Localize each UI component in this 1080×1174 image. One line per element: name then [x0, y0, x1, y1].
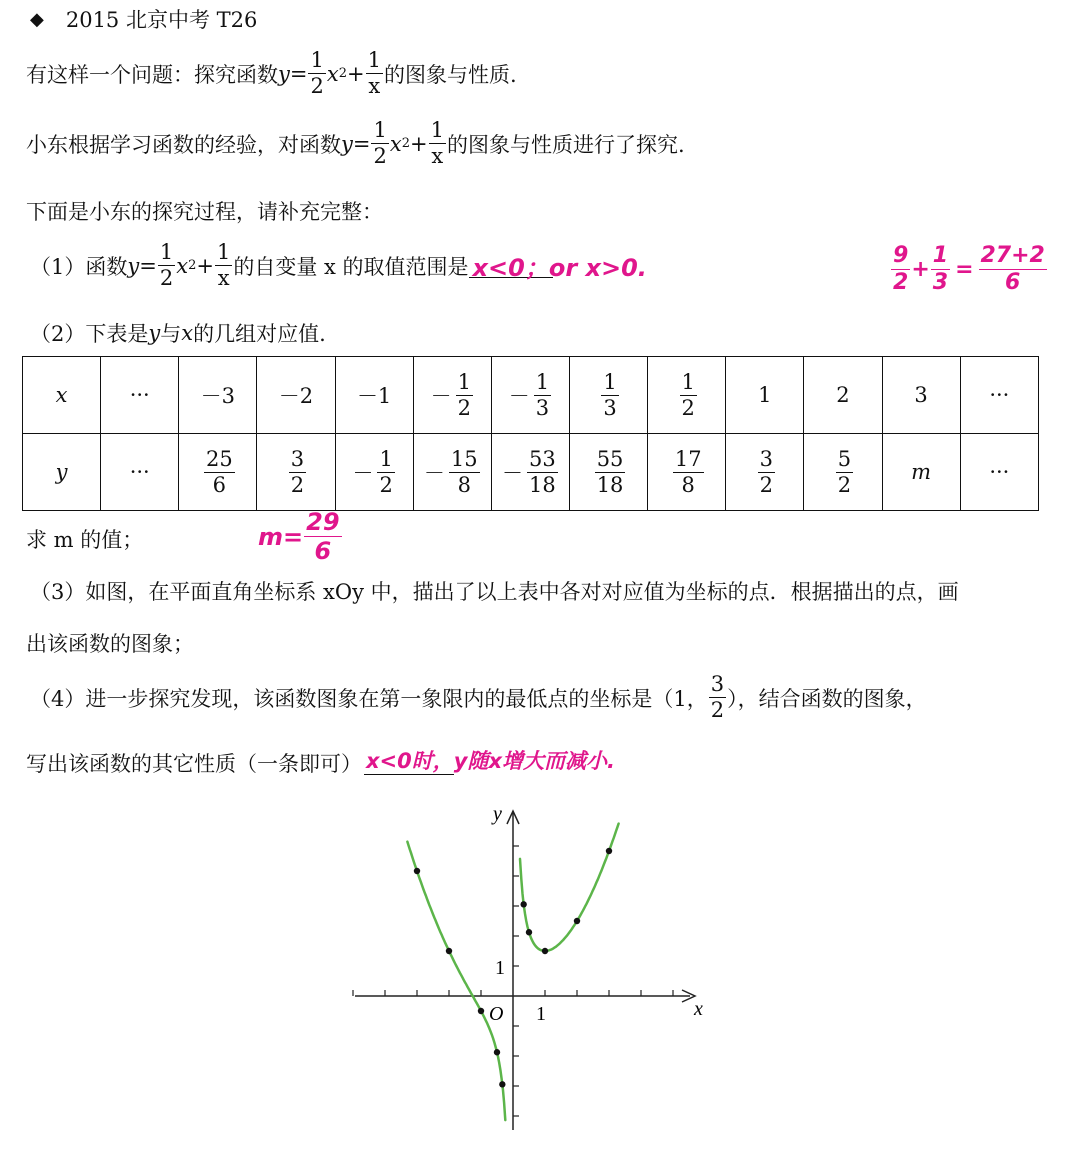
- curve-left-branch: [407, 842, 505, 1120]
- cell-sign: －: [423, 461, 445, 485]
- problem-title: 2015 北京中考 T26: [65, 8, 258, 32]
- table-cell: m: [882, 434, 960, 511]
- question-1: [30, 240, 647, 290]
- table-cell: [257, 434, 335, 511]
- note-frac-c: $\frac{27+2}{6}$: [980, 243, 1045, 295]
- table-cell: [491, 357, 569, 434]
- intro-line-2: [26, 120, 685, 167]
- table-ellipsis: ···: [101, 434, 179, 511]
- note-frac-b: $\frac{1}{3}$: [932, 243, 949, 295]
- table-cell: [179, 434, 257, 511]
- cell-fraction: $\frac{1}{2}$: [681, 369, 695, 420]
- cell-fraction: $\frac{25}{6}$: [205, 446, 233, 497]
- table-ellipsis: ···: [101, 357, 179, 434]
- intro-text-2: 小东根据学习函数的经验，对函数: [26, 132, 341, 157]
- data-point: [414, 868, 420, 874]
- table-cell: 3: [882, 357, 960, 434]
- q1-handwritten-answer: x<0；or x>0.: [472, 253, 647, 282]
- table-cell: [648, 357, 726, 434]
- table-header-x: x: [23, 357, 101, 434]
- cell-fraction: $\frac{17}{8}$: [674, 446, 702, 497]
- question-3-line-2: 出该函数的图象；: [26, 632, 194, 656]
- data-point: [520, 901, 526, 907]
- intro-line-1: [26, 50, 517, 97]
- bullet-icon: ◆: [30, 8, 44, 30]
- q4-fraction: $\frac{3}{2}$: [710, 672, 725, 722]
- origin-label: O: [489, 1003, 504, 1025]
- cell-sign: －: [502, 461, 524, 485]
- q1-suffix: 的自变量 x 的取值范围是: [233, 254, 469, 279]
- cell-fraction: $\frac{3}{2}$: [759, 446, 774, 497]
- formula-half: $\frac{1}{2}$: [159, 240, 174, 290]
- formula-y: y: [127, 253, 140, 278]
- table-cell: －2: [257, 357, 335, 434]
- formula-eq: =: [289, 61, 308, 86]
- intro-text-3: 下面是小东的探究过程，请补充完整：: [26, 200, 383, 224]
- cell-fraction: $\frac{1}{2}$: [457, 369, 471, 420]
- intro-text-1-suffix: 的图象与性质.: [383, 62, 517, 87]
- table-row-y: [23, 434, 1039, 511]
- cell-fraction: $\frac{53}{18}$: [529, 446, 556, 497]
- data-point: [446, 948, 452, 954]
- table-cell: 1: [726, 357, 804, 434]
- formula-inverse: $\frac{1}{x}$: [430, 118, 444, 168]
- note-frac-a: $\frac{9}{2}$: [893, 243, 909, 295]
- cell-fraction: $\frac{55}{18}$: [596, 446, 624, 497]
- value-table: [22, 356, 1039, 511]
- formula-half: $\frac{1}{2}$: [310, 48, 324, 98]
- formula-plus: +: [409, 131, 428, 156]
- data-point: [542, 948, 548, 954]
- cell-fraction: $\frac{5}{2}$: [837, 446, 852, 497]
- table-row-x: [23, 357, 1039, 434]
- q1-prefix: （1）函数: [30, 254, 128, 279]
- data-point: [499, 1081, 505, 1087]
- side-note: $\frac{9}{2}$ + $\frac{1}{3}$ = $\frac{27+2}{6}$: [893, 243, 1045, 295]
- formula-x: x: [326, 61, 339, 86]
- formula-y: y: [278, 61, 290, 86]
- function-formula: [341, 120, 447, 167]
- formula-eq: =: [352, 131, 371, 156]
- data-point: [478, 1008, 484, 1014]
- x-axis-label: x: [694, 998, 703, 1020]
- formula-inverse: $\frac{1}{x}$: [216, 240, 231, 290]
- table-cell: [726, 434, 804, 511]
- formula-plus: +: [196, 253, 214, 278]
- function-formula: [278, 50, 384, 97]
- curve-right-branch: [520, 824, 619, 951]
- cell-fraction: $\frac{1}{3}$: [535, 369, 550, 420]
- table-cell: －1: [335, 357, 413, 434]
- question-4-line-2: 写出该函数的其它性质（一条即可） x<0时，y随x增大而减小.: [26, 748, 454, 778]
- table-cell: [335, 434, 413, 511]
- formula-exponent: 2: [188, 258, 197, 273]
- q4-handwritten-answer: x<0时，y随x增大而减小.: [366, 749, 615, 773]
- formula-x: x: [176, 253, 189, 278]
- q2-handwritten-answer: m= $\frac{29}{6}$: [258, 508, 340, 565]
- table-cell: [569, 434, 647, 511]
- table-cell: [413, 434, 491, 511]
- table-cell: [804, 434, 882, 511]
- q4-answer-blank: [364, 749, 615, 775]
- table-cell: －3: [179, 357, 257, 434]
- cell-fraction: $\frac{1}{2}$: [379, 446, 393, 497]
- q2-ask: 求 m 的值；: [26, 528, 144, 552]
- table-cell: 2: [804, 357, 882, 434]
- question-2: （2）下表是 y 与 x 的几组对应值.: [30, 321, 326, 346]
- formula-x: x: [389, 131, 402, 156]
- cell-fraction: $\frac{1}{3}$: [603, 369, 617, 420]
- table-cell: [491, 434, 569, 511]
- function-graph: [345, 800, 725, 1160]
- question-3-line-1: （3）如图，在平面直角坐标系 xOy 中，描出了以上表中各对对应值为坐标的点．根据描出的点，画: [30, 580, 959, 604]
- table-header-y: y: [23, 434, 101, 511]
- table-cell: [413, 357, 491, 434]
- table-ellipsis: ···: [960, 357, 1038, 434]
- data-point: [526, 929, 532, 935]
- y-one-label: 1: [495, 957, 505, 979]
- data-point: [494, 1049, 500, 1055]
- intro-text-1: 有这样一个问题：探究函数: [26, 62, 278, 87]
- data-point: [606, 848, 612, 854]
- cell-sign: －: [508, 384, 530, 408]
- function-formula: [127, 242, 233, 289]
- table-cell: [648, 434, 726, 511]
- header: [30, 4, 257, 34]
- formula-exponent: 2: [338, 66, 347, 81]
- intro-text-2-suffix: 的图象与性质进行了探究.: [446, 132, 685, 157]
- formula-plus: +: [346, 61, 365, 86]
- data-point: [574, 918, 580, 924]
- cell-sign: －: [352, 461, 374, 485]
- cell-fraction: $\frac{15}{8}$: [450, 446, 478, 497]
- intro-line-3: [26, 196, 383, 226]
- table-cell: [569, 357, 647, 434]
- question-4-line-1: （4）进一步探究发现，该函数图象在第一象限内的最低点的坐标是（1， $\frac{3}{2}$ ），结合函数的图象，: [30, 672, 927, 722]
- axes: [353, 811, 695, 1130]
- formula-inverse: $\frac{1}{x}$: [367, 48, 381, 98]
- table-ellipsis: ···: [960, 434, 1038, 511]
- q1-answer-blank: [469, 253, 647, 282]
- x-one-label: 1: [536, 1003, 546, 1025]
- y-axis-label: y: [493, 803, 502, 825]
- formula-y: y: [341, 131, 353, 156]
- formula-exponent: 2: [401, 136, 410, 151]
- formula-half: $\frac{1}{2}$: [373, 118, 387, 168]
- cell-sign: －: [430, 384, 452, 408]
- cell-fraction: $\frac{3}{2}$: [290, 446, 305, 497]
- formula-eq: =: [139, 253, 157, 278]
